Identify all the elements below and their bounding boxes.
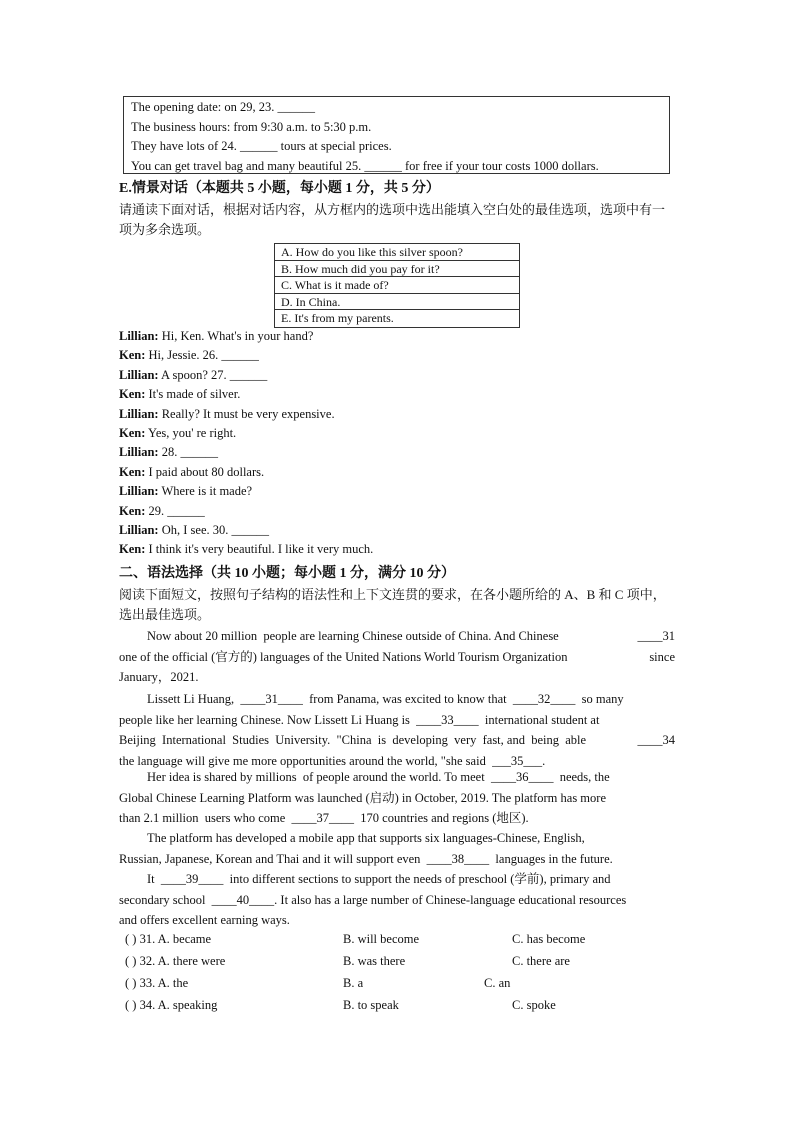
- speaker-name: Lillian:: [119, 329, 159, 343]
- passage-paragraph: [119, 828, 675, 869]
- dialogue-line: [119, 367, 267, 383]
- speaker-name: Lillian:: [119, 445, 159, 460]
- notice-line: The opening date: on 29, 23. ______: [131, 100, 315, 114]
- passage-line: [119, 788, 675, 809]
- speaker-name: Ken:: [119, 542, 146, 557]
- speaker-name: Lillian:: [119, 406, 159, 421]
- dialogue-line: [119, 425, 236, 441]
- passage-text: It ____39____ into different sections to support the needs of preschool (学前), primary and: [147, 872, 611, 886]
- passage-paragraph: [119, 767, 675, 829]
- question-option-c: C. there are: [512, 954, 570, 968]
- question-option-a: ( ) 31. A. became: [125, 932, 212, 946]
- passage-text: secondary school ____40____. It also has a large number of Chinese-language educational resources: [119, 892, 627, 907]
- dialogue-text: 29. ______: [145, 503, 205, 518]
- speaker-name: Lillian:: [119, 484, 159, 499]
- passage-text: The platform has developed a mobile app that supports six languages-Chinese, English,: [147, 831, 585, 845]
- option-item: C. What is it made of?: [275, 277, 519, 294]
- passage-line: [119, 667, 675, 688]
- question-option-b: B. a: [343, 976, 364, 990]
- passage-text: January，2021.: [119, 670, 199, 684]
- passage-text: Her idea is shared by millions of people around the world. To meet ____36____ needs, the: [147, 770, 610, 784]
- passage-text: Beijing International Studies University. "China is developing very fast, and being able: [119, 733, 587, 747]
- question-option-b: B. was there: [343, 954, 406, 968]
- dialogue-line: [119, 386, 240, 402]
- option-item: A. How do you like this silver spoon?: [275, 244, 519, 261]
- speaker-name: Ken:: [119, 387, 146, 402]
- question-option-a: ( ) 32. A. there were: [125, 954, 226, 968]
- passage-text: since: [649, 649, 675, 664]
- question-option-a: ( ) 34. A. speaking: [125, 998, 218, 1012]
- speaker-name: Ken:: [119, 464, 146, 479]
- notice-line: The business hours: from 9:30 a.m. to 5:30 p.m.: [131, 119, 372, 134]
- dialogue-line: [119, 522, 269, 538]
- passage-line: [119, 767, 675, 788]
- speaker-name: Lillian:: [119, 367, 159, 382]
- dialogue-line: [119, 406, 335, 422]
- options-box: [274, 243, 520, 328]
- passage-line: [119, 626, 675, 647]
- section-e-instruction: 请通读下面对话，根据对话内容，从方框内的选项中选出能填入空白处的最佳选项，选项中有一项为多余选项。: [119, 202, 666, 237]
- passage-line: [119, 869, 675, 890]
- dialogue-text: Hi, Jessie. 26. ______: [145, 348, 259, 363]
- passage-line: [119, 689, 675, 710]
- passage-text: Lissett Li Huang, ____31____ from Panama, was excited to know that ____32____ so many: [147, 692, 624, 706]
- dialogue-text: I think it's very beautiful. I like it very much.: [145, 542, 374, 557]
- question-option-c: C. has become: [512, 932, 586, 946]
- dialogue-text: Hi, Ken. What's in your hand?: [158, 329, 314, 343]
- passage-text: people like her learning Chinese. Now Lissett Li Huang is ____33____ international student at: [119, 712, 600, 727]
- dialogue-line: [119, 328, 313, 344]
- question-option-c: C. an: [484, 976, 511, 990]
- dialogue-text: Really? It must be very expensive.: [158, 406, 335, 421]
- speaker-name: Ken:: [119, 426, 146, 440]
- passage-text: and offers excellent earning ways.: [119, 913, 290, 927]
- passage-text: one of the official (官方的) languages of the United Nations World Tourism Organization: [119, 649, 568, 664]
- passage-paragraph: [119, 626, 675, 688]
- notice-line: They have lots of 24. ______ tours at special prices.: [131, 139, 392, 153]
- dialogue-text: Yes, you' re right.: [145, 426, 237, 440]
- speaker-name: Ken:: [119, 348, 146, 363]
- passage-line: [119, 849, 675, 870]
- notice-box: [123, 96, 670, 174]
- passage-line: [119, 730, 675, 751]
- passage-text: Russian, Japanese, Korean and Thai and it will support even ____38____ languages in the future.: [119, 851, 613, 866]
- section-e-heading: E.情景对话（本题共 5 小题，每小题 1 分，共 5 分）: [119, 181, 440, 196]
- dialogue-line: [119, 483, 252, 499]
- question-option-b: B. to speak: [343, 998, 399, 1012]
- passage-text: than 2.1 million users who come ____37____ 170 countries and regions (地区).: [119, 811, 529, 825]
- dialogue-line: [119, 464, 264, 480]
- dialogue-text: Where is it made?: [158, 484, 253, 499]
- passage-paragraph: [119, 869, 675, 931]
- dialogue-text: It's made of silver.: [145, 387, 241, 402]
- section-2-heading: 二、语法选择（共 10 小题；每小题 1 分，满分 10 分）: [119, 566, 455, 581]
- question-row: [119, 928, 675, 950]
- speaker-name: Ken:: [119, 503, 146, 518]
- question-option-c: C. spoke: [512, 998, 556, 1012]
- notice-line: You can get travel bag and many beautiful 25. ______ for free if your tour costs 1000 dollars.: [131, 158, 599, 173]
- question-row: [119, 972, 675, 994]
- passage-paragraph: [119, 689, 675, 771]
- dialogue-text: Oh, I see. 30. ______: [158, 523, 269, 537]
- passage-line: [119, 647, 675, 668]
- speaker-name: Lillian:: [119, 523, 159, 537]
- dialogue-text: 28. ______: [158, 445, 218, 460]
- passage-text: the language will give me more opportunities around the world, "she said ___35___.: [119, 753, 546, 768]
- passage-line: [119, 890, 675, 911]
- passage-text: Global Chinese Learning Platform was launched (启动) in October, 2019. The platform has more: [119, 790, 606, 805]
- dialogue-line: [119, 444, 218, 460]
- dialogue-text: I paid about 80 dollars.: [145, 464, 265, 479]
- passage-text: Now about 20 million people are learning Chinese outside of China. And Chinese: [147, 629, 559, 643]
- question-row: [119, 950, 675, 972]
- option-item: E. It's from my parents.: [281, 311, 394, 326]
- dialogue-line: [119, 541, 373, 557]
- question-option-a: ( ) 33. A. the: [125, 976, 189, 990]
- passage-line: [119, 828, 675, 849]
- option-item: B. How much did you pay for it?: [275, 261, 519, 278]
- passage-text: ____31: [637, 629, 675, 643]
- dialogue-line: [119, 503, 205, 519]
- question-row: [119, 994, 675, 1016]
- dialogue-line: [119, 347, 259, 363]
- question-option-b: B. will become: [343, 932, 420, 946]
- passage-line: [119, 710, 675, 731]
- option-item: D. In China.: [275, 294, 519, 311]
- section-2-instruction: 阅读下面短文，按照句子结构的语法性和上下文连贯的要求，在各小题所给的 A、B 和 C 项中，选出最佳选项。: [119, 587, 666, 622]
- passage-text: ____34: [637, 733, 675, 747]
- dialogue-text: A spoon? 27. ______: [158, 367, 268, 382]
- passage-line: [119, 808, 675, 829]
